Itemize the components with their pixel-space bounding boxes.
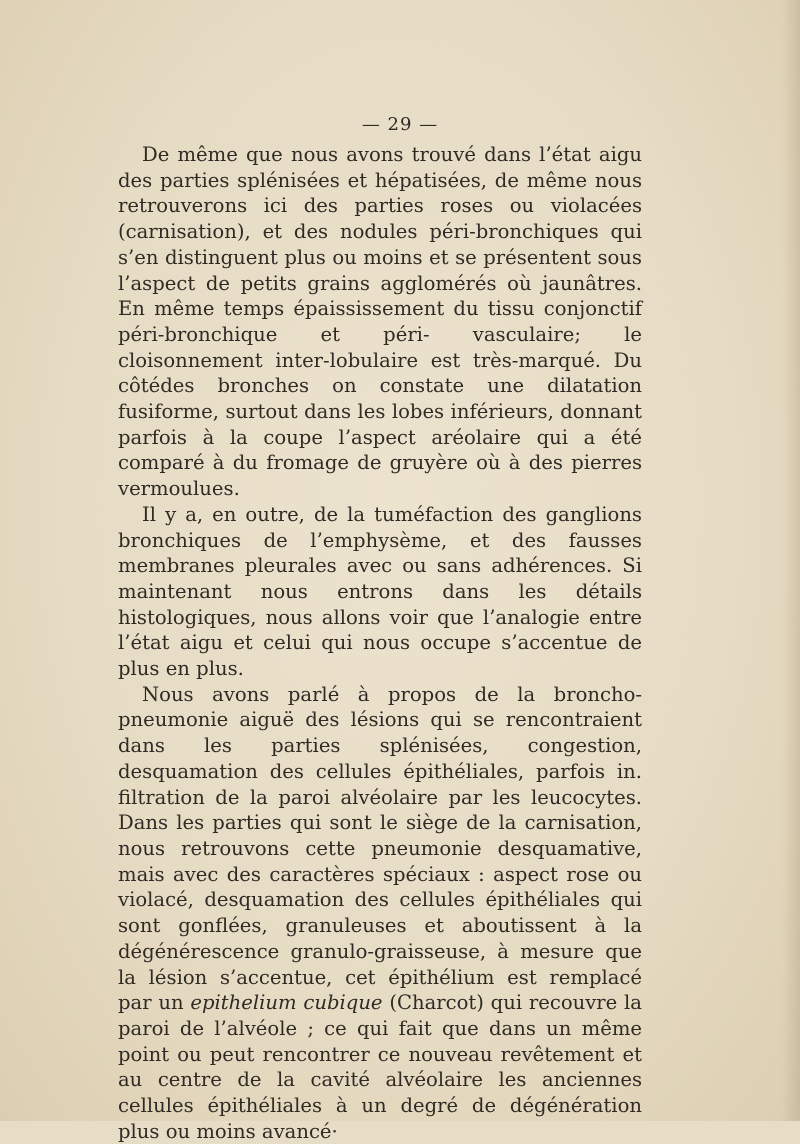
paragraph-3 — [118, 682, 642, 1144]
paragraph-1-text: De même que nous avons trouvé dans l’état aigu des parties splénisées et hépatisées, de même nous retrouverons ici des parties roses ou violacées (carnisation), et des nodules péri-bronchiques qui s’en distinguent plus ou moins et se présentent sous l’aspect de petits grains agglomérés où jaunâtres. En même temps épaississement du tissu conjonctif péri-bronchique et péri- vasculaire; le cloisonnement inter-lobulaire est très-marqué. Du côtédes bronches on constate une dilatation fusiforme, surtout dans les lobes inférieurs, donnant parfois à la coupe l’aspect aréolaire qui a été comparé à du fromage de gruyère où à des pierres vermoulues. — [118, 143, 642, 501]
paragraph-2-text: Il y a, en outre, de la tuméfaction des ganglions bronchiques de l’emphysème, et des fausses membranes pleurales avec ou sans adhérences. Si maintenant nous entrons dans les détails histologiques, nous allons voir que l’analogie entre l’état aigu et celui qui nous occupe s’accentue de plus en plus. — [118, 502, 642, 681]
paragraph-2 — [118, 502, 642, 682]
paragraph-3-text-start: Nous avons parlé à propos de la broncho-pneumonie aiguë des lésions qui se rencontraient dans les parties splénisées, congestion, desquamation des cellules épithéliales, parfois in. filtration de la paroi alvéolaire par les leucocytes. Dans les parties qui sont le siège de la carnisation, nous retrouvons cette pneumonie desquamative, mais avec des caractères spéciaux : aspect rose ou violacé, desquamation des cellules épithéliales qui sont gonflées, granuleuses et aboutissent à la dégénérescence granulo-graisseuse, à mesure que la lésion s’accentue, cet épithélium est remplacé par un — [118, 682, 642, 1015]
italic-term: epithelium cubique — [190, 991, 383, 1015]
body-text — [118, 142, 642, 1144]
paragraph-1 — [118, 142, 642, 502]
page-edge-shadow — [782, 0, 800, 1121]
page-number: — 29 — — [361, 114, 439, 135]
paragraph-3-text-end: (Charcot) qui recouvre la paroi de l’alvéole ; ce qui fait que dans un même point ou peut rencontrer ce nouveau revêtement et au centre de la cavité alvéolaire les anciennes cellules épithéliales à un degré de dégénération plus ou moins avancé· — [118, 991, 642, 1143]
